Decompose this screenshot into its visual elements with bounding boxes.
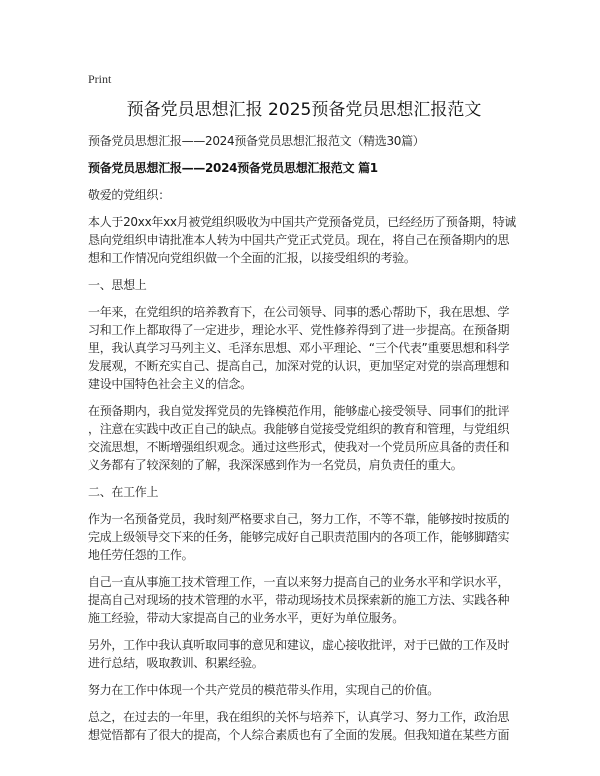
paragraph: [88, 573, 528, 627]
text-line: 想觉悟都有了很大的提高，个人综合素质也有了全面的发展。但我知道在某些方面: [88, 728, 510, 742]
text-line: 另外，工作中我认真听取同事的意见和建议，虚心接收批评，对于已做的工作及时: [88, 638, 510, 652]
text-line: 想和工作情况向党组织做一个全面的汇报，以接受组织的考验。: [88, 251, 416, 265]
text-line: 里，我认真学习马列主义、毛泽东思想、邓小平理论、“三个代表”重要思想和科学: [88, 341, 510, 355]
text-line: ，注意在实践中改正自己的缺点。我能够自觉接受党组织的教育和管理，与党组织: [88, 422, 510, 436]
document-page: [88, 70, 528, 753]
text-line: 本人于20xx年xx月被党组织吸收为中国共产党预备党员，已经经历了预备期，特诚: [88, 215, 516, 229]
text-line: 提高自己对现场的技术管理的水平，带动现场技术员探索新的施工方法、实践各种: [88, 593, 510, 607]
text-line: 预备党员思想汇报——2024预备党员思想汇报范文 篇1: [88, 161, 378, 175]
paragraph: [88, 213, 528, 267]
text-line: 一年来，在党组织的培养教育下，在公司领导、同事的悉心帮助下，我在思想、学: [88, 305, 510, 319]
text-line: 完成上级领导交下来的任务，能够完成好自己职责范围内的各项工作，能够脚踏实: [88, 530, 510, 544]
paragraph: [88, 402, 528, 474]
text-line: 建设中国特色社会主义的信念。: [88, 377, 252, 391]
text-line: 恳向党组织申请批准本人转为中国共产党正式党员。现在，将自己在预备期内的思: [88, 233, 510, 247]
text-line: 进行总结，吸取教训、积累经验。: [88, 656, 264, 670]
print-link[interactable]: Print: [88, 72, 112, 86]
paragraph: [88, 636, 528, 672]
text-line: 交流思想，不断增强组织观念。通过这些形式，使我对一个党员所应具备的责任和: [88, 440, 510, 454]
section-heading: [88, 159, 528, 177]
paragraph: [88, 510, 528, 564]
text-line: 作为一名预备党员，我时刻严格要求自己，努力工作，不等不靠，能够按时按质的: [88, 512, 510, 526]
text-line: 总之，在过去的一年里，我在组织的关怀与培养下，认真学习、努力工作，政治思: [88, 710, 510, 724]
text-line: 二、在工作上: [88, 485, 159, 499]
paragraph: [88, 186, 528, 204]
text-line: 发展观，不断充实自己、提高自己，加深对党的认识，更加坚定对党的崇高理想和: [88, 359, 510, 373]
paragraph: [88, 681, 528, 699]
text-line: 在预备期内，我自觉发挥党员的先锋模范作用，能够虚心接受领导、同事们的批评: [88, 404, 510, 418]
text-line: 一、思想上: [88, 278, 147, 292]
text-line: 习和工作上都取得了一定进步，理论水平、党性修养得到了进一步提高。在预备期: [88, 323, 510, 337]
text-line: 义务都有了较深刻的了解，我深深感到作为一名党员，肩负责任的重大。: [88, 458, 463, 472]
paragraph: [88, 276, 528, 294]
text-line: 预备党员思想汇报——2024预备党员思想汇报范文（精选30篇）: [88, 134, 425, 148]
text-line: 施工经验，带动大家提高自己的业务水平，更好为单位服务。: [88, 611, 404, 625]
document-body: [88, 132, 528, 744]
document-title: 预备党员思想汇报 2025预备党员思想汇报范文: [126, 100, 482, 120]
text-line: 自己一直从事施工技术管理工作，一直以来努力提高自己的业务水平和学识水平，: [88, 575, 510, 589]
text-line: 努力在工作中体现一个共产党员的模范带头作用，实现自己的价值。: [88, 683, 440, 697]
paragraph: [88, 303, 528, 393]
paragraph: [88, 483, 528, 501]
paragraph: [88, 132, 528, 150]
paragraph: [88, 708, 528, 744]
text-line: 地任劳任怨的工作。: [88, 548, 194, 562]
text-line: 敬爱的党组织：: [88, 188, 170, 202]
